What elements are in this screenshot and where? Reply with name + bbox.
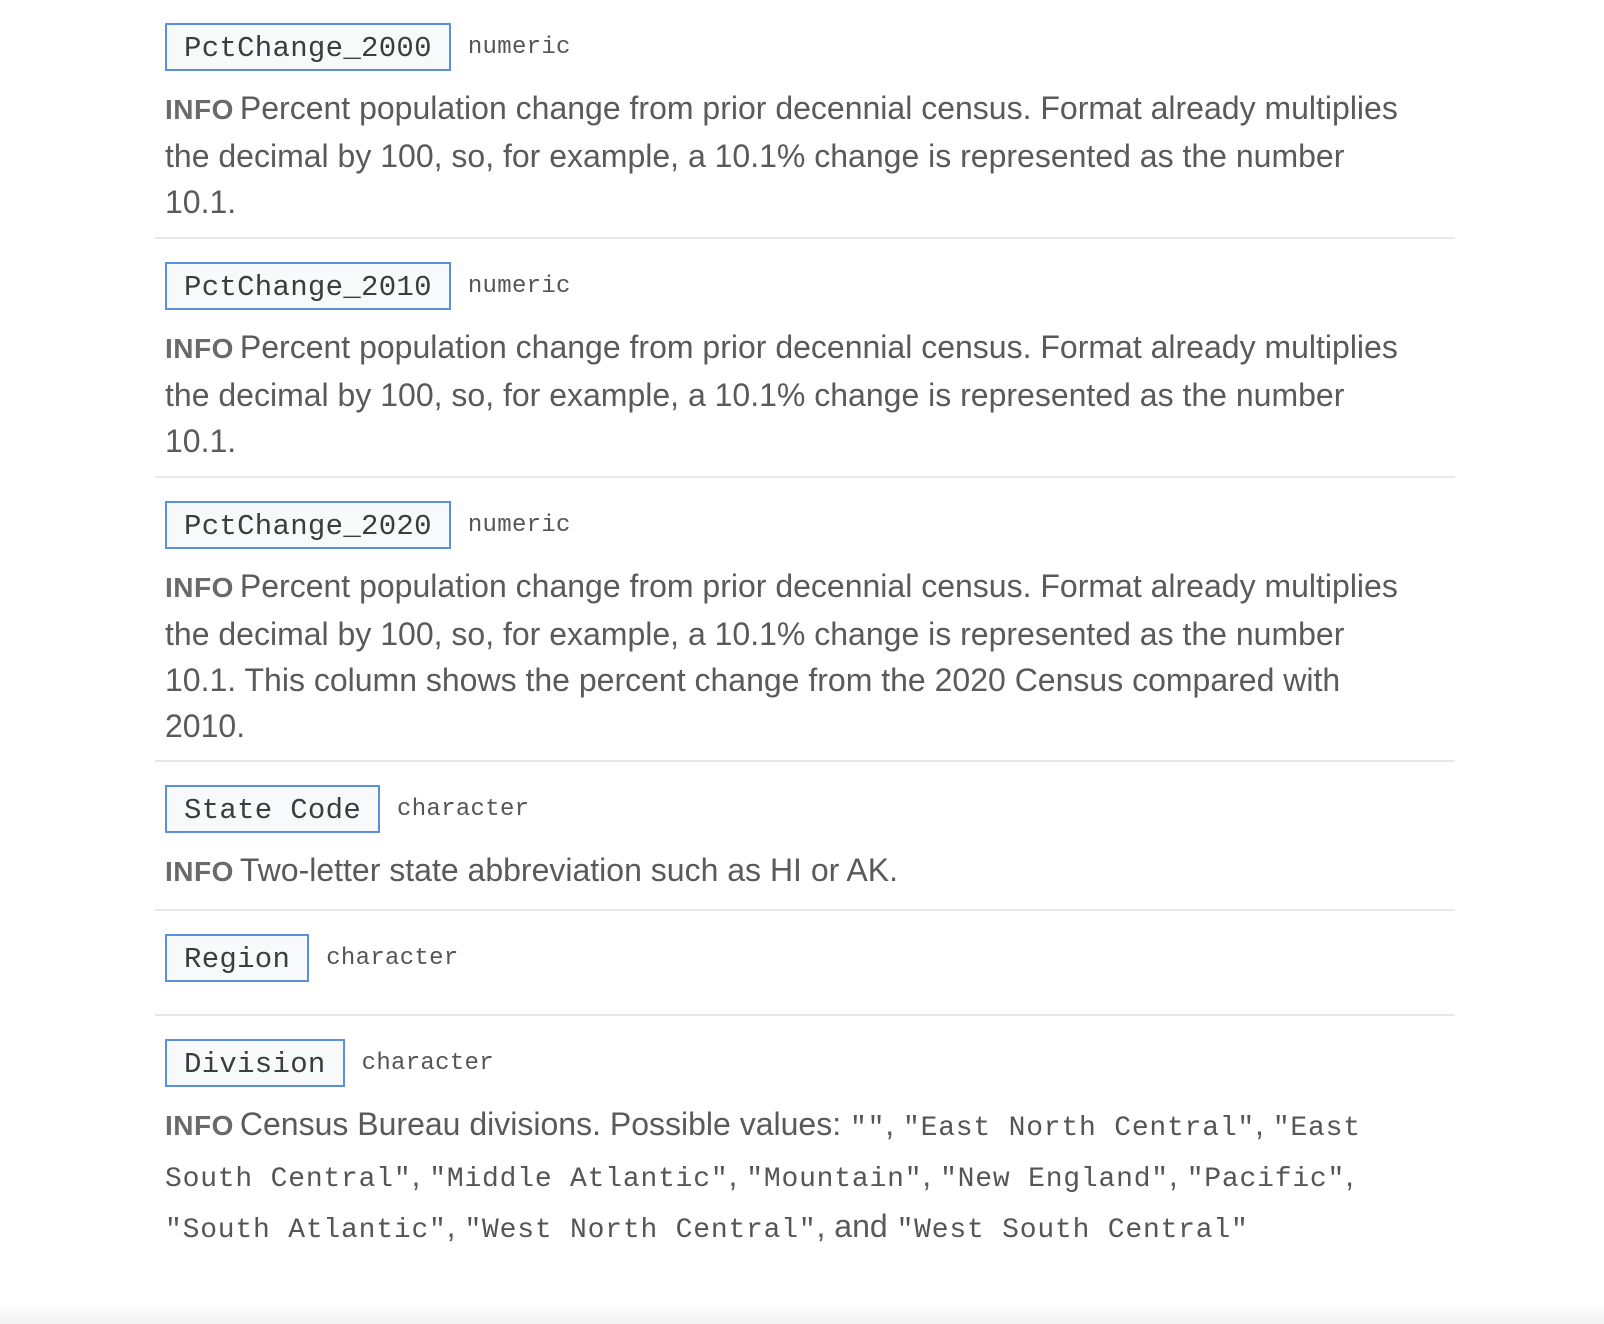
description-text: Two-letter state abbreviation such as HI or AK. — [239, 852, 898, 888]
field-type: numeric — [467, 272, 571, 300]
field-pctchange-2010 — [155, 239, 1455, 478]
bottom-fade — [0, 1304, 1604, 1324]
value-separator: , — [885, 1106, 903, 1142]
field-region — [155, 911, 1455, 1016]
description-text: Percent population change from prior decennial census. Format already multiplies the decimal by 100, so, for example, a 10.1% change is represented as the number 10.1. — [165, 90, 1398, 220]
division-value: "South Atlantic" — [165, 1215, 447, 1246]
division-value: "East South Central" — [165, 1113, 1361, 1195]
field-header — [165, 499, 1455, 551]
info-label: INFO — [165, 94, 234, 125]
field-pctchange-2000 — [155, 0, 1455, 239]
value-separator: , — [922, 1157, 941, 1193]
field-name[interactable]: Region — [165, 934, 309, 982]
value-separator: , — [1345, 1157, 1355, 1193]
info-label: INFO — [165, 856, 234, 887]
value-separator: , — [728, 1157, 747, 1193]
field-name[interactable]: State Code — [165, 785, 380, 833]
value-separator: , — [1255, 1106, 1273, 1142]
field-division — [155, 1016, 1455, 1254]
field-list — [155, 0, 1455, 1254]
field-header — [165, 932, 1455, 984]
field-state-code — [155, 762, 1455, 911]
field-type: character — [326, 944, 459, 972]
division-value: "Pacific" — [1186, 1164, 1346, 1195]
value-separator: , — [446, 1208, 465, 1244]
division-value: "East North Central" — [902, 1113, 1256, 1144]
field-description — [165, 324, 1415, 464]
field-pctchange-2020 — [155, 478, 1455, 762]
division-value: "West South Central" — [896, 1215, 1249, 1246]
field-header — [165, 260, 1455, 312]
field-name[interactable]: Division — [165, 1039, 345, 1087]
info-label: INFO — [165, 333, 234, 364]
field-type: numeric — [467, 33, 571, 61]
field-description — [165, 847, 1415, 895]
value-separator: , — [411, 1157, 430, 1193]
field-type: character — [361, 1049, 494, 1077]
division-value: "West North Central" — [464, 1215, 817, 1246]
field-name[interactable]: PctChange_2010 — [165, 262, 451, 310]
division-value: "" — [849, 1113, 886, 1144]
field-description — [165, 85, 1415, 225]
field-header — [165, 1037, 1455, 1089]
field-name[interactable]: PctChange_2000 — [165, 23, 451, 71]
field-header — [165, 783, 1455, 835]
field-description — [165, 1101, 1415, 1254]
field-type: character — [397, 795, 530, 823]
division-value: "Mountain" — [746, 1164, 923, 1195]
info-label: INFO — [165, 572, 234, 603]
info-label: INFO — [165, 1110, 234, 1141]
field-description — [165, 563, 1415, 749]
field-header — [165, 21, 1455, 73]
division-value: "Middle Atlantic" — [429, 1164, 729, 1195]
division-value: "New England" — [940, 1164, 1169, 1195]
value-separator: , and — [816, 1208, 897, 1244]
field-name[interactable]: PctChange_2020 — [165, 501, 451, 549]
field-type: numeric — [467, 511, 571, 539]
description-text: Percent population change from prior decennial census. Format already multiplies the decimal by 100, so, for example, a 10.1% change is represented as the number 10.1. — [165, 329, 1398, 459]
value-separator: , — [1168, 1157, 1187, 1193]
description-text: Percent population change from prior decennial census. Format already multiplies the decimal by 100, so, for example, a 10.1% change is represented as the number 10.1. This column shows the percent change from the 2020 Census compared with 2010. — [165, 568, 1398, 744]
description-text: Census Bureau divisions. Possible values: — [239, 1106, 850, 1142]
